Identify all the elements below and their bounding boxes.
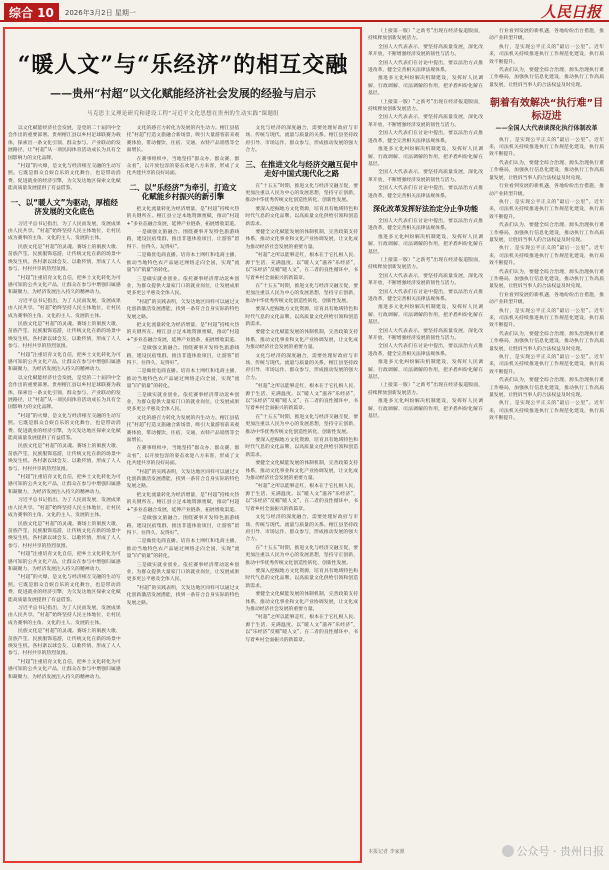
paragraph: 推进多元化纠纷解决机制建设，发挥好人民调解、行政调解、司法调解的作用，把矛盾纠纷化解在基层。 bbox=[368, 399, 483, 420]
paragraph: 执行，是实现公平正义的“最后一公里”。近年来，司法机关持续推进执行工作规范化建设，执行质效不断提升。 bbox=[489, 199, 604, 220]
paragraph: 执行，是实现公平正义的“最后一公里”。近年来，司法机关持续推进执行工作规范化建设，执行质效不断提升。 bbox=[489, 246, 604, 267]
section-heading-2: 二、以“乐经济”为牵引，打造文化赋能乡村振兴的新引擎 bbox=[129, 182, 237, 202]
paragraph: 全国人大代表表示，要坚持高质量发展，深化改革开放，不断增强经济发展的韧性与活力。 bbox=[368, 44, 483, 58]
paragraph: 民族文化是“村超”的灵魂。赛场上的侗族大歌、苗族芦笙、民族服饰巡游，让传统文化在新的场景中焕发生机。各村寨以球会友、以歌传情，形成了人人参与、村村共享的热烈氛围。 bbox=[8, 629, 121, 657]
paragraph: 把文化流量转化为经济增量，是“村超”持续火热的关键所在。榕江县立足本地资源禀赋，推动“村超+”多业态融合发展，延伸产业链条，拓展增收渠道。 bbox=[126, 206, 240, 227]
paragraph: “村超”之所以能够走红，根本在于它扎根人民、源于生活、充满温度。以“暖人文”滋养“乐经济”，以“乐经济”反哺“暖人文”，在二者的良性循环中，书写着乡村全面振兴的新篇章。 bbox=[245, 384, 358, 412]
paragraph: 推进多元化纠纷解决机制建设，发挥好人民调解、行政调解、司法调解的作用，把矛盾纠纷化解在基层。 bbox=[368, 76, 483, 97]
paragraph: 文化的感召力转化为发展的内生动力。榕江县依托“村超”打造文旅融合新场景，吸引大量游客前来观赛体验，带动餐饮、住宿、交通、农特产品销售等全面增长。 bbox=[126, 415, 240, 444]
paragraph: 民族文化是“村超”的灵魂。赛场上的侗族大歌、苗族芦笙、民族服饰巡游，让传统文化在新的场景中焕发生机。各村寨以球会友、以歌传情，形成了人人参与、村村共享的热烈氛围。 bbox=[8, 521, 121, 549]
paragraph: 要深入挖掘地方文化资源，培育具有地域特色和时代气息的文化品牌，以高质量文化供给引领和创造新需求。 bbox=[245, 307, 358, 327]
paragraph: “村超”的火爆，是文化与经济相互交融的生动写照。它既是群众自娱自乐的文化舞台，也是带动消费、促进就业的经济引擎，为欠发达地区探索文化赋能高质量发展提供了有益借鉴。 bbox=[8, 575, 121, 603]
paragraph: 行业看到发展的新机遇，各地纷纷出台措施，推动产业转型升级。 bbox=[489, 29, 604, 42]
paragraph: 全国人大代表们在讨论中提出，要以法治方式推进改革，健全完善相关法律法规体系。 bbox=[368, 60, 483, 74]
article-columns bbox=[8, 125, 358, 682]
paragraph: 全国人大代表们在讨论中提出，要以法治方式推进改革，健全完善相关法律法规体系。 bbox=[368, 344, 483, 357]
paragraph: 习近平总书记指出，为了人民而发展，发展成果由人民共享。“村超”始终坚持人民主体地位，让村民成为赛事的主角、文化的主人、发展的主体。 bbox=[8, 298, 121, 319]
paragraph: 全国人大代表表示，要坚持高质量发展，深化改革开放，不断增强经济发展的韧性与活力。 bbox=[368, 170, 483, 183]
paragraph: 执行，是实现公平正义的“最后一公里”。近年来，司法机关持续推进执行工作规范化建设，执行质效不断提升。 bbox=[489, 308, 604, 329]
paragraph: 在“十五五”时期，推进文化与经济交融互促，要更加注重以人民为中心的发展思想，坚持守正创新，推动中华优秀传统文化创造性转化、创新性发展。 bbox=[245, 283, 358, 304]
paragraph: “村超”的实践表明，欠发达地区同样可以通过文化创新激活发展潜能，找到一条符合自身实际的特色发展之路。 bbox=[126, 469, 240, 490]
paragraph: “村超”之所以能够走红，根本在于它扎根人民、源于生活、充满温度。以“暖人文”滋养“乐经济”，以“乐经济”反哺“暖人文”，在二者的良性循环中，书写着乡村全面振兴的新篇章。 bbox=[245, 484, 358, 512]
paragraph: 代表们认为，要健全综合治理、源头治理执行难工作格局，加强执行信息化建设，推动执行工作高质量发展，让胜诉当事人的合法权益及时兑现。 bbox=[489, 68, 604, 88]
reporter-credit: 本报记者 李家鼎 bbox=[368, 848, 405, 855]
paragraph: 全国人大代表表示，要坚持高质量发展，深化改革开放，不断增强经济发展的韧性与活力。 bbox=[368, 273, 483, 287]
newspaper-logo: 人民日报 bbox=[540, 3, 601, 21]
paragraph: “村超”注重培育文化自信，把乡土文化转化为可感可知的公共文化产品，让群众在参与中增强归属感和凝聚力，为经济发展注入持久的精神动力。 bbox=[8, 552, 121, 572]
wechat-icon bbox=[502, 845, 514, 857]
paragraph: 推进多元化纠纷解决机制建设，发挥好人民调解、行政调解、司法调解的作用，把矛盾纠纷化解在基层。 bbox=[368, 147, 483, 167]
paragraph: 要深入挖掘地方文化资源，培育具有地域特色和时代气息的文化品牌，以高质量文化供给引领和创造新需求。 bbox=[245, 568, 358, 589]
paragraph: 民族文化是“村超”的灵魂。赛场上的侗族大歌、苗族芦笙、民族服饰巡游，让传统文化在新的场景中焕发生机。各村寨以球会友、以歌传情，形成了人人参与、村村共享的热烈氛围。 bbox=[8, 244, 121, 273]
paragraph: “村超”注重培育文化自信，把乡土文化转化为可感可知的公共文化产品，让群众在参与中增强归属感和凝聚力，为经济发展注入持久的精神动力。 bbox=[8, 659, 121, 680]
paragraph: “村超”注重培育文化自信，把乡土文化转化为可感可知的公共文化产品，让群众在参与中增强归属感和凝聚力，为经济发展注入持久的精神动力。 bbox=[8, 352, 121, 373]
paragraph: 三是做实就业创业。依托赛事经济带动返乡创业，为群众提供大量家门口的就业岗位，让发展成果更多更公平惠及全体人民。 bbox=[126, 562, 240, 583]
paragraph: 在“十五五”时期，推进文化与经济交融互促，要更加注重以人民为中心的发展思想，坚持守正创新，推动中华优秀传统文化创造性转化、创新性发展。 bbox=[245, 414, 358, 435]
paragraph: “村超”的火爆，是文化与经济相互交融的生动写照。它既是群众自娱自乐的文化舞台，也是带动消费、促进就业的经济引擎，为欠发达地区探索文化赋能高质量发展提供了有益借鉴。 bbox=[8, 413, 121, 442]
right-heading-2: 朝着有效解决“执行难”目标迈进 bbox=[489, 98, 604, 123]
paragraph: 要健全文化赋能发展的体制机制，完善政策支持体系，推动文化事业和文化产业协调发展，让文化成为推动经济社会发展的重要力量。 bbox=[245, 592, 358, 612]
right-articles bbox=[368, 28, 604, 836]
section-heading-1: 一、以“暖人文”为驱动，厚植经济发展的文化底色 bbox=[10, 197, 119, 217]
paragraph: “村超”之所以能够走红，根本在于它扎根人民、源于生活、充满温度。以“暖人文”滋养“乐经济”，以“乐经济”反哺“暖人文”，在二者的良性循环中，书写着乡村全面振兴的新篇章。 bbox=[245, 253, 358, 281]
paragraph: 文化与经济的深度融合，需要处理好政府与市场、传统与现代、流量与质量的关系。榕江县坚持政府引导、市场运作、群众参与，形成推动发展的强大合力。 bbox=[245, 515, 358, 543]
right-heading-1: 深化改革发挥好法治定分止争功能 bbox=[373, 204, 478, 213]
paragraph: 代表们认为，要健全综合治理、源头治理执行难工作格局，加强执行信息化建设，推动执行工作高质量发展，让胜诉当事人的合法权益及时兑现。 bbox=[489, 331, 604, 352]
issue-date: 2026年3月2日 星期一 bbox=[64, 8, 136, 17]
paragraph: 要健全文化赋能发展的体制机制，完善政策支持体系，推动文化事业和文化产业协调发展，让文化成为推动经济社会发展的重要力量。 bbox=[245, 330, 358, 351]
paragraph: 一是做强文旅融合。围绕赛事开发特色旅游线路，建设民宿集群，推出非遗体验项目，让游客“留得下、住得久、玩得好”。 bbox=[126, 230, 240, 250]
paragraph: 执行，是实现公平正义的“最后一公里”。近年来，司法机关持续推进执行工作规范化建设，执行质效不断提升。 bbox=[489, 137, 604, 158]
column-2 bbox=[127, 125, 240, 682]
masthead bbox=[0, 0, 609, 22]
right-column-1 bbox=[368, 28, 483, 836]
paragraph: 代表们认为，要健全综合治理、源头治理执行难工作格局，加强执行信息化建设，推动执行工作高质量发展，让胜诉当事人的合法权益及时兑现。 bbox=[489, 160, 604, 181]
paragraph: 在赛事组织中，当地坚持“群众办、群众赛、群众看”，以开放包容的姿态欢迎八方来客，形成了文化共建共享的良好局面。 bbox=[126, 156, 240, 177]
paragraph: 二是做优电商直播。培育本土网红和电商主播，推动当地特色农产品通过网络走向全国，实现“流量”向“销量”的转化。 bbox=[126, 253, 240, 274]
main-article bbox=[8, 30, 358, 858]
paragraph: 执行，是实现公平正义的“最后一公里”。近年来，司法机关持续推进执行工作规范化建设，执行质效不断提升。 bbox=[489, 401, 604, 422]
paragraph: 在“十五五”时期，推进文化与经济交融互促，要更加注重以人民为中心的发展思想，坚持守正创新，推动中华优秀传统文化创造性转化、创新性发展。 bbox=[245, 545, 358, 566]
paragraph: （上接第一版）“之新考”出现在经济报道版面，持续释放创新发展活力。 bbox=[368, 99, 483, 113]
paragraph: 把文化流量转化为经济增量，是“村超”持续火热的关键所在。榕江县立足本地资源禀赋，推动“村超+”多业态融合发展，延伸产业链条，拓展增收渠道。 bbox=[126, 322, 240, 343]
paragraph: “村超”的实践表明，欠发达地区同样可以通过文化创新激活发展潜能，找到一条符合自身实际的特色发展之路。 bbox=[126, 585, 240, 606]
paragraph: “村超”的火爆，是文化与经济相互交融的生动写照。它既是群众自娱自乐的文化舞台，也是带动消费、促进就业的经济引擎，为欠发达地区探索文化赋能高质量发展提供了有益借鉴。 bbox=[8, 164, 121, 192]
article-byline: 马克思主义理论研究和建设工程“习近平文化思想在贵州的生动实践”课题组 bbox=[87, 111, 279, 117]
paragraph: 二是做优电商直播。培育本土网红和电商主播，推动当地特色农产品通过网络走向全国，实现“流量”向“销量”的转化。 bbox=[126, 369, 240, 390]
paragraph: 推进多元化纠纷解决机制建设，发挥好人民调解、行政调解、司法调解的作用，把矛盾纠纷化解在基层。 bbox=[368, 234, 483, 255]
section-label: 综合 10 bbox=[4, 3, 59, 22]
paragraph: 执行，是实现公平正义的“最后一公里”。近年来，司法机关持续推进执行工作规范化建设，执行质效不断提升。 bbox=[489, 44, 604, 65]
paragraph: （上接第一版）“之新考”出现在经济报道版面，持续释放创新发展活力。 bbox=[368, 29, 483, 42]
paragraph: 民族文化是“村超”的灵魂。赛场上的侗族大歌、苗族芦笙、民族服饰巡游，让传统文化在新的场景中焕发生机。各村寨以球会友、以歌传情，形成了人人参与、村村共享的热烈氛围。 bbox=[8, 444, 121, 472]
footer-bar bbox=[368, 838, 604, 864]
paragraph: 习近平总书记指出，为了人民而发展，发展成果由人民共享。“村超”始终坚持人民主体地位，让村民成为赛事的主角、文化的主人、发展的主体。 bbox=[8, 221, 121, 242]
paragraph: 全国人大代表们在讨论中提出，要以法治方式推进改革，健全完善相关法律法规体系。 bbox=[368, 131, 483, 144]
paragraph: 把文化流量转化为经济增量，是“村超”持续火热的关键所在。榕江县立足本地资源禀赋，推动“村超+”多业态融合发展，延伸产业链条，拓展增收渠道。 bbox=[126, 492, 240, 513]
paragraph: 以文化赋能经济社会发展，是党的二十届四中全会作出的重要部署。贵州榕江县以乡村足球联赛为载体，探索出一条文化引领、群众参与、产业联动的发展路径，让“村超”从一项民间体育活动成长为具有全国影响力的文化品牌。 bbox=[8, 126, 121, 161]
paragraph: “村超”之所以能够走红，根本在于它扎根人民、源于生活、充满温度。以“暖人文”滋养“乐经济”，以“乐经济”反哺“暖人文”，在二者的良性循环中，书写着乡村全面振兴的新篇章。 bbox=[245, 615, 358, 643]
paragraph: 文化的感召力转化为发展的内生动力。榕江县依托“村超”打造文旅融合新场景，吸引大量游客前来观赛体验，带动餐饮、住宿、交通、农特产品销售等全面增长。 bbox=[126, 126, 240, 154]
paragraph: 二是做优电商直播。培育本土网红和电商主播，推动当地特色农产品通过网络走向全国，实现“流量”向“销量”的转化。 bbox=[126, 539, 240, 560]
paragraph: 在“十五五”时期，推进文化与经济交融互促，要更加注重以人民为中心的发展思想，坚持守正创新，推动中华优秀传统文化创造性转化、创新性发展。 bbox=[245, 183, 358, 204]
watermark bbox=[502, 843, 605, 859]
paragraph: 全国人大代表表示，要坚持高质量发展，深化改革开放，不断增强经济发展的韧性与活力。 bbox=[368, 115, 483, 128]
watermark-text: 公众号 · 贵州日报 bbox=[516, 845, 604, 858]
paragraph: 全国人大代表们在讨论中提出，要以法治方式推进改革，健全完善相关法律法规体系。 bbox=[368, 218, 483, 232]
paragraph: 三是做实就业创业。依托赛事经济带动返乡创业，为群众提供大量家门口的就业岗位，让发展成果更多更公平惠及全体人民。 bbox=[126, 392, 240, 413]
column-1 bbox=[8, 125, 121, 682]
article-title: “暖人文”与“乐经济”的相互交融 bbox=[17, 52, 349, 78]
paragraph: “村超”注重培育文化自信，把乡土文化转化为可感可知的公共文化产品，让群众在参与中增强归属感和凝聚力，为经济发展注入持久的精神动力。 bbox=[8, 475, 121, 495]
paragraph: 在赛事组织中，当地坚持“群众办、群众赛、群众看”，以开放包容的姿态欢迎八方来客，形成了文化共建共享的良好局面。 bbox=[126, 446, 240, 467]
paragraph: 全国人大代表们在讨论中提出，要以法治方式推进改革，健全完善相关法律法规体系。 bbox=[368, 289, 483, 302]
paragraph: 代表们认为，要健全综合治理、源头治理执行难工作格局，加强执行信息化建设，推动执行工作高质量发展，让胜诉当事人的合法权益及时兑现。 bbox=[489, 223, 604, 243]
paragraph: 全国人大代表表示，要坚持高质量发展，深化改革开放，不断增强经济发展的韧性与活力。 bbox=[368, 328, 483, 342]
section-heading-3: 三、在推进文化与经济交融互促中走好中国式现代化之路 bbox=[245, 159, 358, 179]
paragraph: 执行，是实现公平正义的“最后一公里”。近年来，司法机关持续推进执行工作规范化建设，执行质效不断提升。 bbox=[489, 355, 604, 375]
paragraph: （上接第一版）“之新考”出现在经济报道版面，持续释放创新发展活力。 bbox=[368, 257, 483, 271]
paragraph: 全国人大代表们在讨论中提出，要以法治方式推进改革，健全完善相关法律法规体系。 bbox=[368, 186, 483, 199]
paragraph: 以文化赋能经济社会发展，是党的二十届四中全会作出的重要部署。贵州榕江县以乡村足球联赛为载体，探索出一条文化引领、群众参与、产业联动的发展路径，让“村超”从一项民间体育活动成长为具有全国影响力的文化品牌。 bbox=[8, 375, 121, 411]
paragraph: 行业看到发展的新机遇，各地纷纷出台措施，推动产业转型升级。 bbox=[489, 184, 604, 197]
paragraph: “村超”的实践表明，欠发达地区同样可以通过文化创新激活发展潜能，找到一条符合自身实际的特色发展之路。 bbox=[126, 299, 240, 320]
paragraph: 要深入挖掘地方文化资源，培育具有地域特色和时代气息的文化品牌，以高质量文化供给引领和创造新需求。 bbox=[245, 438, 358, 458]
paragraph: 代表们认为，要健全综合治理、源头治理执行难工作格局，加强执行信息化建设，推动执行工作高质量发展，让胜诉当事人的合法权益及时兑现。 bbox=[489, 378, 604, 399]
paragraph: 代表们认为，要健全综合治理、源头治理执行难工作格局，加强执行信息化建设，推动执行工作高质量发展，让胜诉当事人的合法权益及时兑现。 bbox=[489, 269, 604, 290]
paragraph: 文化与经济的深度融合，需要处理好政府与市场、传统与现代、流量与质量的关系。榕江县坚持政府引导、市场运作、群众参与，形成推动发展的强大合力。 bbox=[245, 126, 358, 154]
paragraph: 要健全文化赋能发展的体制机制，完善政策支持体系，推动文化事业和文化产业协调发展，让文化成为推动经济社会发展的重要力量。 bbox=[245, 461, 358, 482]
paragraph: 要深入挖掘地方文化资源，培育具有地域特色和时代气息的文化品牌，以高质量文化供给引领和创造新需求。 bbox=[245, 206, 358, 227]
masthead-left bbox=[4, 3, 136, 22]
right-subheading: ——全国人大代表谈深化执行体制改革 bbox=[495, 125, 598, 133]
paragraph: 习近平总书记指出，为了人民而发展，发展成果由人民共享。“村超”始终坚持人民主体地位，让村民成为赛事的主角、文化的主人、发展的主体。 bbox=[8, 498, 121, 519]
article-subtitle: ——贵州“村超”以文化赋能经济社会发展的经验与启示 bbox=[50, 87, 316, 100]
paragraph: “村超”注重培育文化自信，把乡土文化转化为可感可知的公共文化产品，让群众在参与中增强归属感和凝聚力，为经济发展注入持久的精神动力。 bbox=[8, 275, 121, 296]
paragraph: 习近平总书记指出，为了人民而发展，发展成果由人民共享。“村超”始终坚持人民主体地位，让村民成为赛事的主角、文化的主人、发展的主体。 bbox=[8, 605, 121, 626]
paragraph: 民族文化是“村超”的灵魂。赛场上的侗族大歌、苗族芦笙、民族服饰巡游，让传统文化在新的场景中焕发生机。各村寨以球会友、以歌传情，形成了人人参与、村村共享的热烈氛围。 bbox=[8, 321, 121, 350]
paragraph: 三是做实就业创业。依托赛事经济带动返乡创业，为群众提供大量家门口的就业岗位，让发展成果更多更公平惠及全体人民。 bbox=[126, 276, 240, 297]
paragraph: 行业看到发展的新机遇，各地纷纷出台措施，推动产业转型升级。 bbox=[489, 292, 604, 306]
paragraph: 推进多元化纠纷解决机制建设，发挥好人民调解、行政调解、司法调解的作用，把矛盾纠纷化解在基层。 bbox=[368, 360, 483, 381]
paragraph: 要健全文化赋能发展的体制机制，完善政策支持体系，推动文化事业和文化产业协调发展，让文化成为推动经济社会发展的重要力量。 bbox=[245, 230, 358, 250]
paragraph: 文化与经济的深度融合，需要处理好政府与市场、传统与现代、流量与质量的关系。榕江县坚持政府引导、市场运作、群众参与，形成推动发展的强大合力。 bbox=[245, 353, 358, 381]
paragraph: 一是做强文旅融合。围绕赛事开发特色旅游线路，建设民宿集群，推出非遗体验项目，让游客“留得下、住得久、玩得好”。 bbox=[126, 346, 240, 366]
column-3 bbox=[245, 125, 358, 682]
right-column-2 bbox=[489, 28, 604, 836]
paragraph: （上接第一版）“之新考”出现在经济报道版面，持续释放创新发展活力。 bbox=[368, 383, 483, 396]
paragraph: 一是做强文旅融合。围绕赛事开发特色旅游线路，建设民宿集群，推出非遗体验项目，让游客“留得下、住得久、玩得好”。 bbox=[126, 516, 240, 536]
paragraph: 推进多元化纠纷解决机制建设，发挥好人民调解、行政调解、司法调解的作用，把矛盾纠纷化解在基层。 bbox=[368, 305, 483, 326]
